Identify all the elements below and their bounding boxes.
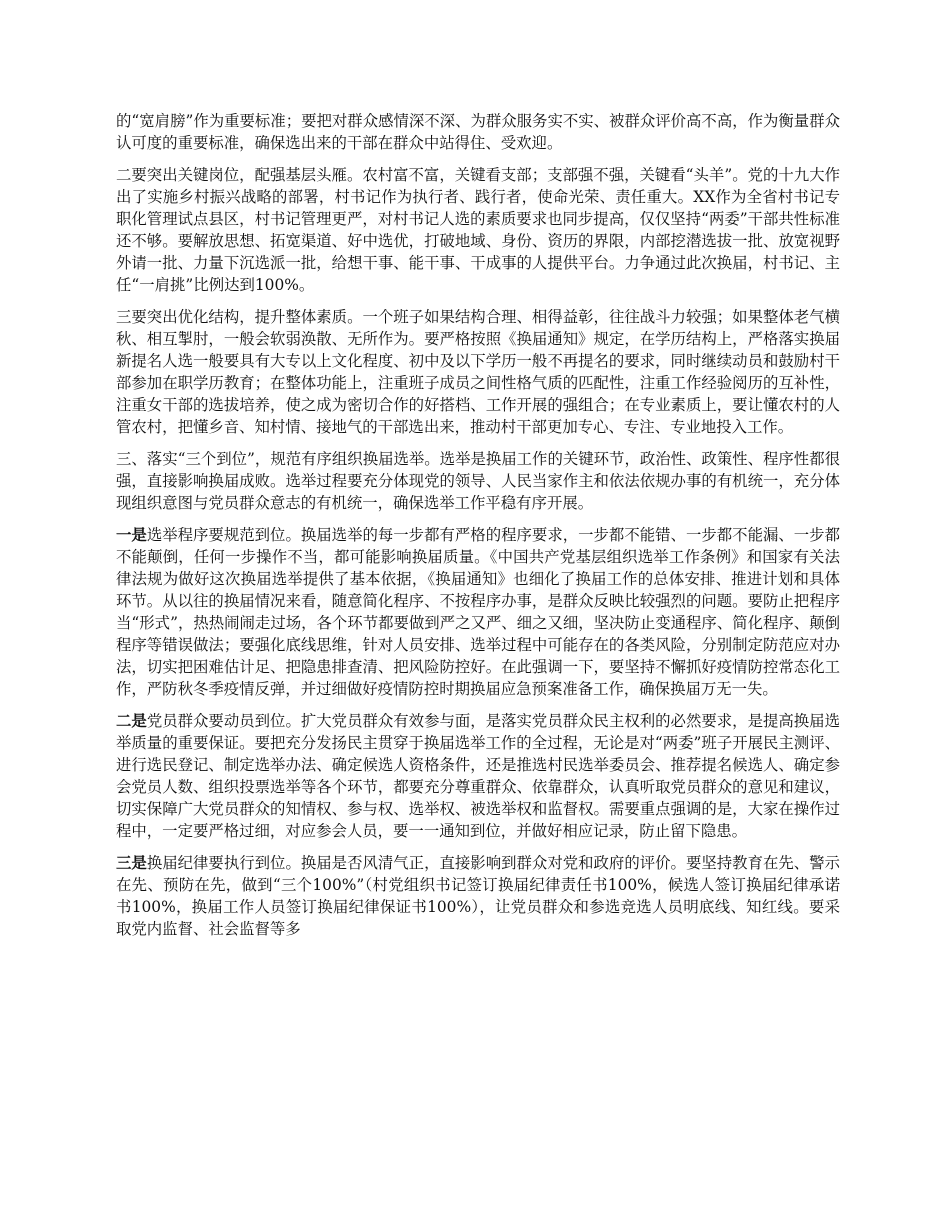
document-body xyxy=(116,110,840,950)
section-heading-text: 三、落实“三个到位”，规范有序组织换届选举。选举是换届工作的关键环节，政治性、政策性、程序性都很强，直接影响换届成败。选举过程要充分体现党的领导、人民当家作主和依法依规办事的有机统一，充分体现组织意图与党员群众意志的有机统一，确保选举工作平稳有序开展。 xyxy=(116,450,840,512)
paragraph-point-3 xyxy=(116,852,840,940)
paragraph-2-text: 二要突出关键岗位，配强基层头雁。农村富不富，关键看支部；支部强不强，关键看“头羊”。党的十九大作出了实施乡村振兴战略的部署，村书记作为执行者、践行者，使命光荣、责任重大。XX作为全省村书记专职化管理试点县区，村书记管理更严，对村书记人选的素质要求也同步提高，仅仅坚持“两委”干部共性标准还不够。要解放思想、拓宽渠道、好中选优，打破地域、身份、资历的界限，内部挖潜选拔一批、放宽视野外请一批、力量下沉选派一批，给想干事、能干事、干成事的人提供平台。力争通过此次换届，村书记、主任“一肩挑”比例达到100%。 xyxy=(116,166,840,294)
paragraph-1 xyxy=(116,110,840,154)
point-1-lead: 一是 xyxy=(116,526,147,544)
paragraph-point-2 xyxy=(116,710,840,842)
point-3-text: 换届纪律要执行到位。换届是否风清气正，直接影响到群众对党和政府的评价。要坚持教育在先、警示在先、预防在先，做到“三个100%”（村党组织书记签订换届纪律责任书100%，候选人签订换届纪律承诺书100%，换届工作人员签订换届纪律保证书100%），让党员群众和参选竞选人员明底线、知红线。要采取党内监督、社会监督等多 xyxy=(116,854,840,938)
paragraph-3-text: 三要突出优化结构，提升整体素质。一个班子如果结构合理、相得益彰，往往战斗力较强；如果整体老气横秋、相互掣肘，一般会软弱涣散、无所作为。要严格按照《换届通知》规定，在学历结构上，严格落实换届新提名人选一般要具有大专以上文化程度、初中及以下学历一般不再提名的要求，同时继续动员和鼓励村干部参加在职学历教育；在整体功能上，注重班子成员之间性格气质的匹配性，注重工作经验阅历的互补性，注重女干部的选拔培养，使之成为密切合作的好搭档、工作开展的强组合；在专业素质上，要让懂农村的人管农村，把懂乡音、知村情、接地气的干部选出来，推动村干部更加专心、专注、专业地投入工作。 xyxy=(116,308,840,436)
point-2-lead: 二是 xyxy=(116,712,147,730)
section-heading-paragraph xyxy=(116,448,840,514)
point-3-lead: 三是 xyxy=(116,854,147,872)
point-1-text: 选举程序要规范到位。换届选举的每一步都有严格的程序要求，一步都不能错、一步都不能漏、一步都不能颠倒，任何一步操作不当，都可能影响换届质量。《中国共产党基层组织选举工作条例》和国家有关法律法规为做好这次换届选举提供了基本依据，《换届通知》也细化了换届工作的总体安排、推进计划和具体环节。从以往的换届情况来看，随意简化程序、不按程序办事，是群众反映比较强烈的问题。要防止把程序当“形式”，热热闹闹走过场，各个环节都要做到严之又严、细之又细，坚决防止变通程序、简化程序、颠倒程序等错误做法；要强化底线思维，针对人员安排、选举过程中可能存在的各类风险，分别制定防范应对办法，切实把困难估计足、把隐患排查清、把风险防控好。在此强调一下，要坚持不懈抓好疫情防控常态化工作，严防秋冬季疫情反弹，并过细做好疫情防控时期换届应急预案准备工作，确保换届万无一失。 xyxy=(116,526,840,698)
paragraph-1-text: 的“宽肩膀”作为重要标准；要把对群众感情深不深、为群众服务实不实、被群众评价高不高，作为衡量群众认可度的重要标准，确保选出来的干部在群众中站得住、受欢迎。 xyxy=(116,112,840,152)
paragraph-point-1 xyxy=(116,524,840,700)
paragraph-3 xyxy=(116,306,840,438)
point-2-text: 党员群众要动员到位。扩大党员群众有效参与面，是落实党员群众民主权利的必然要求，是提高换届选举质量的重要保证。要把充分发扬民主贯穿于换届选举工作的全过程，无论是对“两委”班子开展民主测评、进行选民登记、制定选举办法、确定候选人资格条件，还是推选村民选举委员会、推荐提名候选人、确定参会党员人数、组织投票选举等各个环节，都要充分尊重群众、依靠群众，认真听取党员群众的意见和建议，切实保障广大党员群众的知情权、参与权、选举权、被选举权和监督权。需要重点强调的是，大家在操作过程中，一定要严格过细，对应参会人员，要一一通知到位，并做好相应记录，防止留下隐患。 xyxy=(116,712,840,840)
paragraph-2 xyxy=(116,164,840,296)
